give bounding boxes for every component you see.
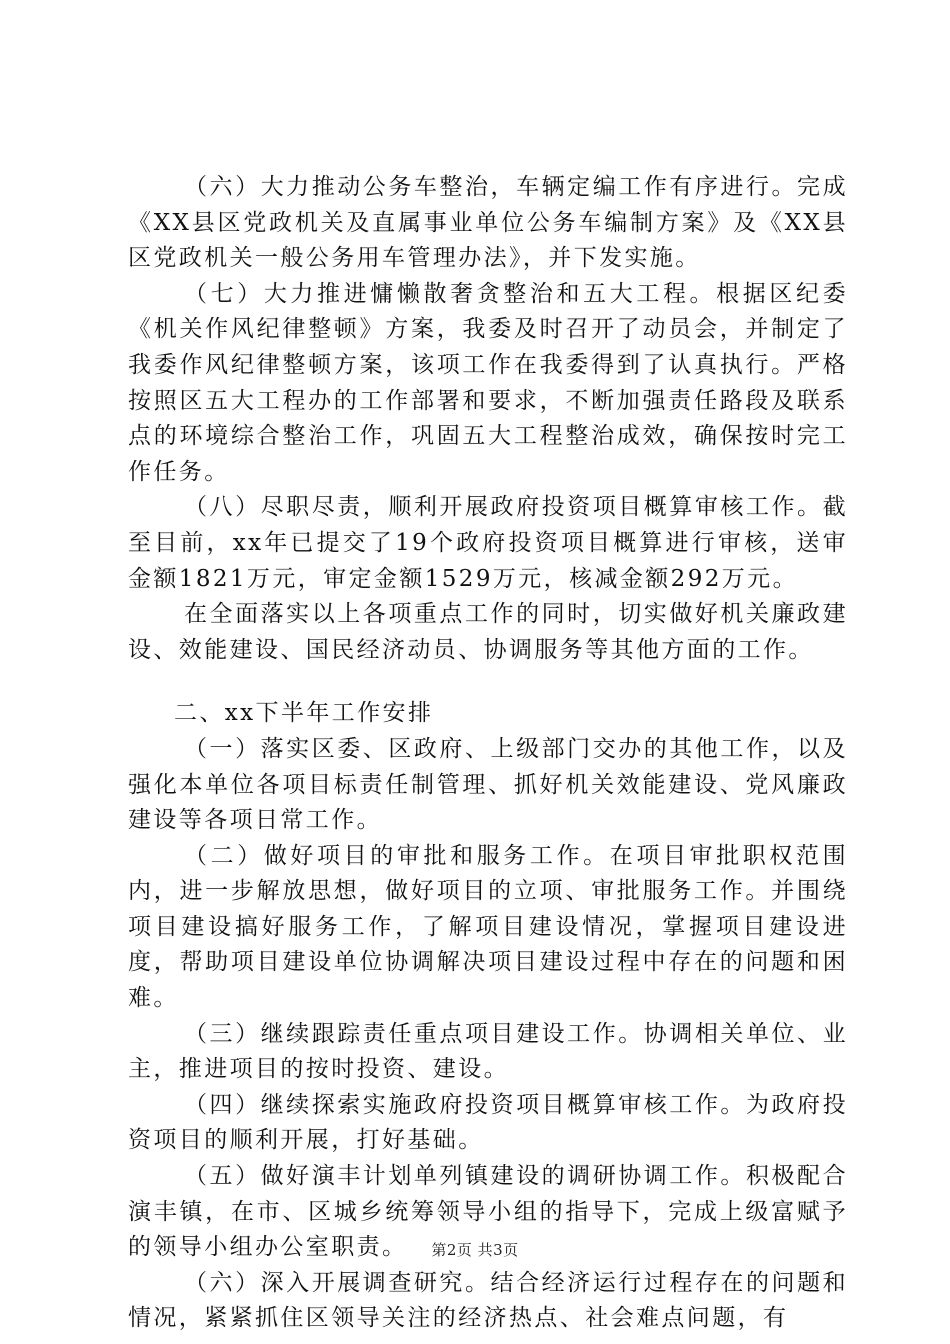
paragraph-plan-3: （三）继续跟踪责任重点项目建设工作。协调相关单位、业主，推进项目的按时投资、建设。 bbox=[128, 1020, 848, 1083]
paragraph-plan-5: （五）做好演丰计划单列镇建设的调研协调工作。积极配合演丰镇，在市、区城乡统筹领导小组的指导下，完成上级富赋予的领导小组办公室职责。 bbox=[128, 1163, 848, 1261]
page-number-footer: 第2页 共3页 bbox=[431, 1241, 519, 1259]
paragraph-plan-2: （二）做好项目的审批和服务工作。在项目审批职权范围内，进一步解放思想，做好项目的立项、审批服务工作。并围绕项目建设搞好服务工作，了解项目建设情况，掌握项目建设进度，帮助项目建设单位协调解决项目建设过程中存在的问题和困难。 bbox=[128, 842, 848, 1012]
paragraph-plan-6: （六）深入开展调查研究。结合经济运行过程存在的问题和情况，紧紧抓住区领导关注的经济热点、社会难点问题，有 bbox=[128, 1269, 848, 1332]
section-heading: 二、xx下半年工作安排 bbox=[174, 700, 434, 727]
paragraph-budget-review: （八）尽职尽责，顺利开展政府投资项目概算审核工作。截至目前，xx年已提交了19个政府投资项目概算进行审核，送审金额1821万元，审定金额1529万元，核减金额292万元。 bbox=[128, 494, 848, 592]
document-body bbox=[128, 170, 848, 1337]
paragraph-conduct-rectification: （七）大力推进慵懒散奢贪整治和五大工程。根据区纪委《机关作风纪律整顿》方案，我委及时召开了动员会，并制定了我委作风纪律整顿方案，该项工作在我委得到了认真执行。严格按照区五大工程办的工作部署和要求，不断加强责任路段及联系点的环境综合整治工作，巩固五大工程整治成效，确保按时完工作任务。 bbox=[128, 280, 848, 485]
paragraph-other-work: 在全面落实以上各项重点工作的同时，切实做好机关廉政建设、效能建设、国民经济动员、协调服务等其他方面的工作。 bbox=[128, 601, 848, 663]
paragraph-plan-4: （四）继续探索实施政府投资项目概算审核工作。为政府投资项目的顺利开展，打好基础。 bbox=[128, 1091, 848, 1154]
paragraph-official-vehicles: （六）大力推动公务车整治，车辆定编工作有序进行。完成《XX县区党政机关及直属事业单位公务车编制方案》及《XX县区党政机关一般公务用车管理办法》，并下发实施。 bbox=[128, 174, 848, 272]
paragraph-plan-1: （一）落实区委、区政府、上级部门交办的其他工作，以及强化本单位各项目标责任制管理、抓好机关效能建设、党风廉政建设等各项日常工作。 bbox=[128, 735, 848, 834]
